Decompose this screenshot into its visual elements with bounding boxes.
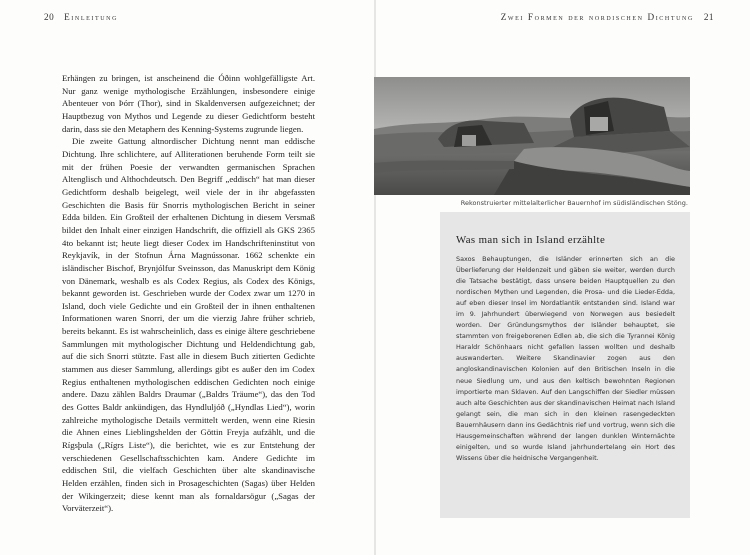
body-text: [62, 72, 315, 515]
left-page-number: 20: [44, 12, 55, 22]
sidebar-text: [456, 254, 675, 464]
left-running-head: [38, 12, 118, 22]
farmhouse-photo: [374, 77, 690, 195]
sidebar-box: [440, 212, 690, 518]
body-paragraph: Erhängen zu bringen, ist anscheinend die Óðinn wohlgefälligste Art. Nur ganz wenige mythologische Erzählungen, insbesondere einige Abenteuer von Þórr (Thor), sind in Skaldenversen aufgezeichnet; der Hauptbezug von Mythos und Legende zu dieser Gedichtform besteht darin, dass sie den Metaphern des Kenning-Systems zugrunde liegen.: [62, 73, 315, 134]
photo-caption: Rekonstruierter mittelalterlicher Bauernhof im südisländischen Stöng.: [460, 199, 688, 207]
left-chapter-title: Einleitung: [64, 12, 119, 22]
sidebar-title: Was man sich in Island erzählte: [456, 234, 606, 246]
right-chapter-title: Zwei Formen der nordischen Dichtung: [500, 12, 694, 22]
right-page-number: 21: [703, 12, 714, 22]
turf-house-illustration: [374, 77, 690, 195]
sidebar-paragraph: Saxos Behauptungen, die Isländer erinnerten sich an die Überlieferung der Heldenzeit und gäben sie weiter, werden durch die Tatsache bestätigt, dass unsere beiden Hauptquellen zu den nordischen Mythen und Legenden, die Prosa- und die Lieder-Edda, auf eben dieser Insel im Nordatlantik entstanden sind. Island war im 9. Jahrhundert überwiegend von Norwegen aus besiedelt worden. Der Gründungsmythos der Isländer behauptet, sie stammten von freigeborenen Edlen ab, die sich die Tyrannei König Haraldr Schönhaars nicht gefallen lassen wollten und deshalb auswanderten. Weitere Skandinavier zogen aus den angloskandinavischen Kolonien auf den Britischen Inseln in die neue Siedlung um, und aus den keltisch bewohnten Regionen importierte man Sklaven. Auf den Langschiffen der Siedler müssen auch alte Geschichten aus der skandinavischen Heimat nach Island gelangt sein, die man sich in den kleinen rasengedeckten Bauernhäusern dann ins Gedächtnis rief und vortrug, wenn sich die Hausgemeinschaften während der langen dunklen Winternächte einigelten, und so wurde Island jahrhundertelang ein Hort des Wissens über die heidnische Vergangenheit.: [456, 255, 675, 462]
right-running-head: [501, 12, 720, 22]
body-paragraph: Die zweite Gattung altnordischer Dichtung nennt man eddische Dichtung. Ihre schlichtere, auf Alliterationen beruhende Form teilt sie mit der frühen Poesie der verwandten germanischen Sprachen Altenglisch und Althochdeutsch. Den Begriff „eddisch“ hat man dieser Gedichtform deshalb beigelegt, weil viele der in ihr abgefassten Geschichten die Basis für Snorris mythologischen Bericht in seiner Edda bilden. Ein Großteil der erhaltenen Dichtung in diesem Versmaß bildet den Inhalt einer einzigen Handschrift, die offiziell als GKS 2365 4to bekannt ist; heute liegt dieser Codex im Handschrifteninstitut von Reykjavík, in der Stofnun Árna Magnússonar. 1662 schenkte ein isländischer Bischof, Brynjólfur Sveinsson, das Manuskript dem König von Dänemark, weshalb es als Codex Regius, als Codex des Königs, bekannt geworden ist. Geschrieben wurde der Codex zwar um 1270 in Island, doch viele Gedichte und ein Großteil der in ihnen enthaltenen Informationen waren Snorri, der um die vierzig Jahre früher schrieb, bereits bekannt. Es ist wahrscheinlich, dass es einige ältere geschriebene Sammlungen mit mythologischer Dichtung und Heldendichtung gab, auf die sich Snorri stützte. Fast alle in diesem Buch zitierten Gedichte stammen aus dieser Sammlung, allerdings gibt es außer den im Codex Regius enthaltenen mythologischen eddischen Gedichten noch einige andere. Dazu zählen Baldrs Draumar („Baldrs Träume“), das den Tod des Gottes Baldr ankündigen, das Hyndluljóð („Hyndlas Lied“), worin zahlreiche mythologische Details vermittelt werden, wenn eine Riesin die Ahnen eines Lieblingshelden der Göttin Freyja aufzählt, und die Rígsþula („Rígrs Liste“), die berichtet, wie es zur Entstehung der verschiedenen Gesellschaftsschichten kam. Andere Gedichte im eddischen Stil, die vielfach Geschichten über alte skandinavische Helden erzählen, finden sich in Prosageschichten (Sagas) über Helden der Wikingerzeit; diese kennt man als fornaldarsögur („Sagas der Vorväterzeit“).: [62, 136, 315, 514]
